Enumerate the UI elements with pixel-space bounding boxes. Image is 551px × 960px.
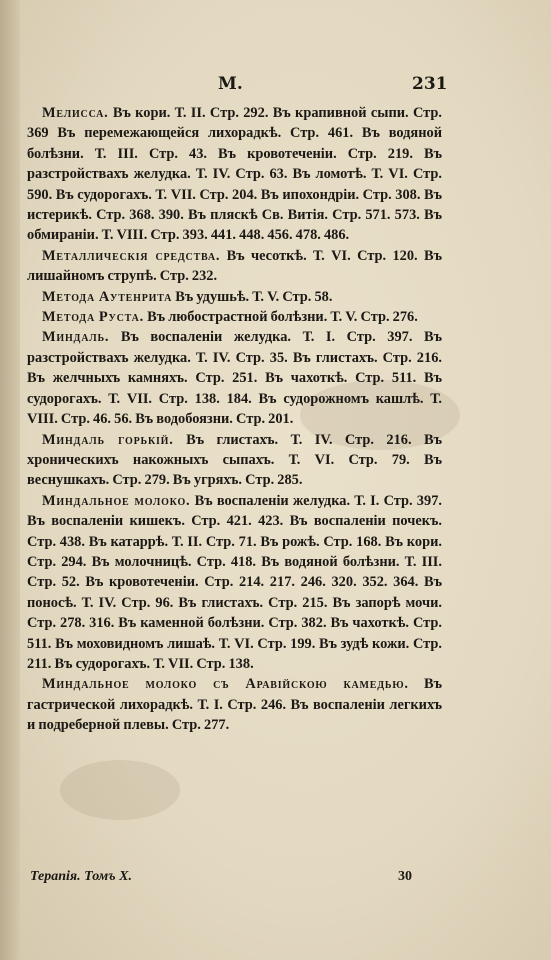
page-binding-shadow [0, 0, 20, 960]
index-entry [27, 491, 442, 675]
index-entries [27, 103, 442, 736]
entry-text: Въ гастрической лихорадкѣ. Т. I. Стр. 246. Въ воспаленіи легкихъ и подреберной плевы. Стр. 277. [27, 676, 442, 734]
index-entry [27, 103, 442, 246]
header-letter: М. [218, 74, 243, 94]
entry-text: Въ кори. Т. II. Стр. 292. Въ крапивной сыпи. Стр. 369 Въ перемежающейся лихорадкѣ. Стр. 461. Въ водяной болѣзни. Т. III. Стр. 43. Въ кровотеченіи. Стр. 219. Въ разстройствахъ желудка. Т. IV. Стр. 63. Въ ломотѣ. Т. VI. Стр. 590. Въ судорогахъ. Т. VII. Стр. 204. Въ ипохондріи. Стр. 308. Въ истерикѣ. Стр. 368. 390. Въ пляскѣ Св. Витія. Стр. 571. 573. Въ обмираніи. Т. VIII. Стр. 393. 441. 448. 456. 478. 486. [27, 105, 442, 244]
entry-text: Въ глистахъ. Т. IV. Стр. 216. Въ хроническихъ накожныхъ сыпахъ. Т. VI. Стр. 79. Въ веснушкахъ. Стр. 279. Въ угряхъ. Стр. 285. [27, 431, 442, 489]
entry-headword: Миндальное молоко съ Аравійскою камедью. [42, 676, 409, 693]
index-entry [27, 246, 442, 287]
index-entry [27, 674, 442, 735]
running-header [0, 74, 551, 98]
volume-signature: Терапія. Томъ X. [30, 869, 132, 884]
entry-text: Въ любострастной болѣзни. Т. V. Стр. 276. [144, 309, 418, 326]
index-entry [27, 307, 442, 327]
entry-text: Въ удушьѣ. Т. V. Стр. 58. [172, 288, 333, 305]
entry-headword: Миндаль. [42, 329, 110, 346]
index-entry [27, 287, 442, 307]
entry-headword: Метода Руста. [42, 309, 145, 326]
entry-text: Въ воспаленіи желудка. Т. I. Стр. 397. Въ разстройствахъ желудка. Т. IV. Стр. 35. Въ глистахъ. Стр. 216. Въ желчныхъ камняхъ. Стр. 251. Въ чахоткѣ. Стр. 511. Въ судорогахъ. Т. VII. Стр. 138. 184. Въ судорожномъ кашлѣ. Т. VIII. Стр. 46. 56. Въ водобоязни. Стр. 201. [27, 329, 442, 428]
page-number: 231 [412, 74, 448, 94]
entry-headword: Метода Аутенрита [42, 288, 173, 305]
entry-headword: Мелисса. [42, 105, 109, 121]
page-footer [30, 869, 420, 891]
sheet-number: 30 [398, 869, 412, 884]
index-entry [27, 327, 442, 429]
entry-text: Въ воспаленіи желудка. Т. I. Стр. 397. Въ воспаленіи кишекъ. Стр. 421. 423. Въ воспаленіи почекъ. Стр. 438. Въ катаррѣ. Т. II. Стр. 71. Въ рожѣ. Стр. 168. Въ кори. Стр. 294. Въ молочницѣ. Стр. 418. Въ водяной болѣзни. Т. III. Стр. 52. Въ кровотеченіи. Стр. 214. 217. 246. 320. 352. 364. Въ поносѣ. Т. IV. Стр. 96. Въ глистахъ. Стр. 215. Въ запорѣ мочи. Стр. 278. 316. Въ каменной болѣзни. Стр. 382. Въ чахоткѣ. Стр. 511. Въ моховидномъ лишаѣ. Т. VI. Стр. 199. Въ зудѣ кожи. Стр. 211. Въ судорогахъ. Т. VII. Стр. 138. [27, 492, 442, 672]
paper-stain [60, 760, 180, 820]
entry-text: Въ чесоткѣ. Т. VI. Стр. 120. Въ лишайномъ струпѣ. Стр. 232. [27, 247, 442, 285]
entry-headword: Миндальное молоко. [42, 492, 191, 509]
entry-headword: Миндаль горькій. [42, 431, 174, 448]
entry-headword: Металлическія средства. [42, 247, 221, 264]
index-entry [27, 430, 442, 491]
